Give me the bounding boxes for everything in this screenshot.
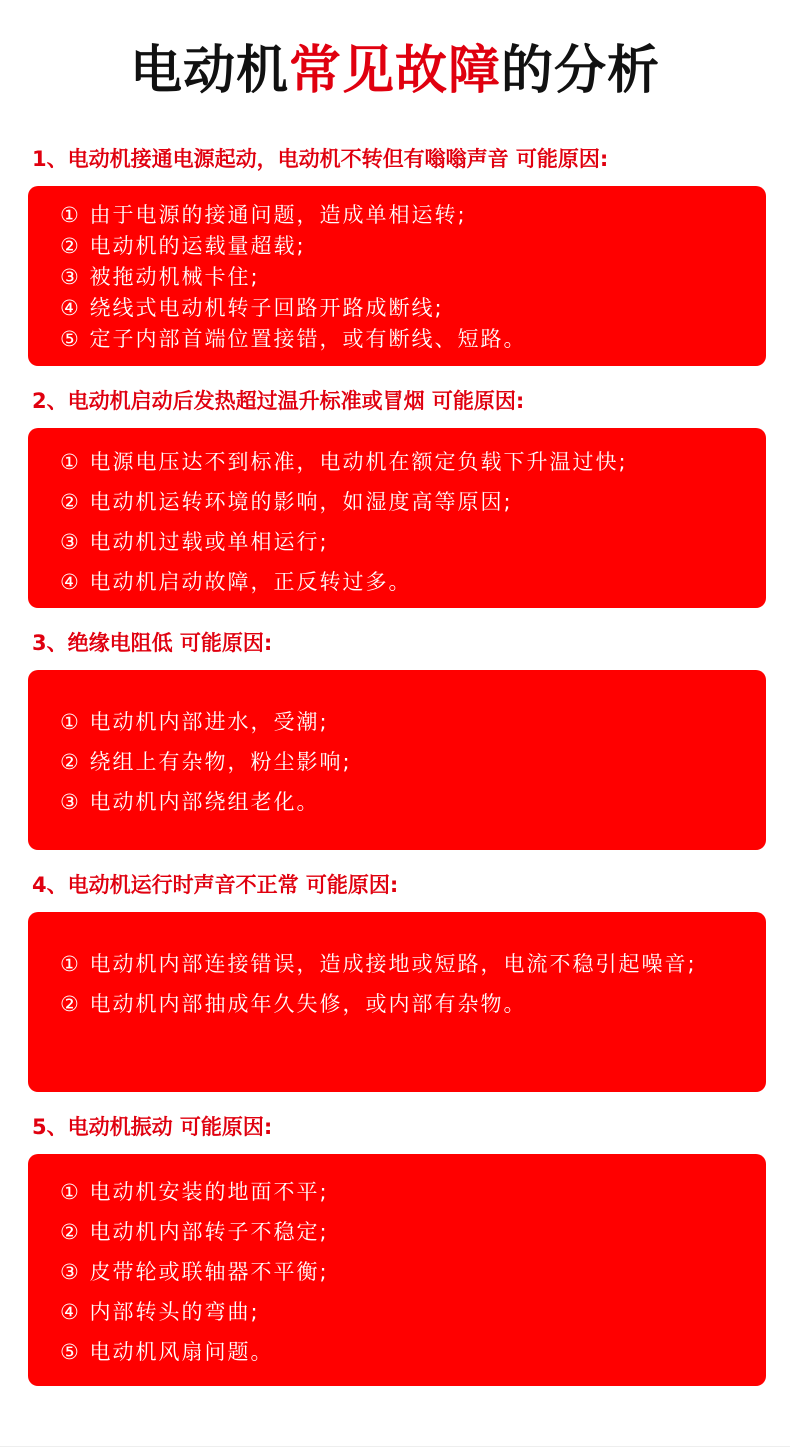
section-heading-5: 5、电动机振动 可能原因:	[32, 1115, 273, 1139]
list-item: ④ 电动机启动故障，正反转过多。	[60, 570, 412, 594]
list-item: ② 绕组上有杂物，粉尘影响;	[60, 750, 352, 774]
list-item: ③ 被拖动机械卡住;	[60, 265, 260, 289]
list-item: ② 电动机内部抽成年久失修，或内部有杂物。	[60, 992, 527, 1016]
list-item: ② 电动机内部转子不稳定;	[60, 1220, 329, 1244]
list-item: ① 电动机内部连接错误，造成接地或短路，电流不稳引起噪音;	[60, 952, 697, 976]
list-item: ② 电动机运转环境的影响，如湿度高等原因;	[60, 490, 513, 514]
list-item: ③ 电动机内部绕组老化。	[60, 790, 320, 814]
section-heading-2: 2、电动机启动后发热超过温升标准或冒烟 可能原因:	[32, 389, 525, 413]
page-title	[0, 36, 790, 106]
section-heading-1: 1、电动机接通电源起动，电动机不转但有嗡嗡声音 可能原因:	[32, 147, 609, 171]
cause-box-1	[28, 186, 766, 366]
list-item: ⑤ 定子内部首端位置接错，或有断线、短路。	[60, 327, 527, 351]
page-title-part-3: 的分析	[501, 41, 661, 101]
cause-box-4	[28, 912, 766, 1092]
cause-box-2	[28, 428, 766, 608]
list-item: ② 电动机的运载量超载;	[60, 234, 306, 258]
cause-box-3	[28, 670, 766, 850]
list-item: ① 电动机安装的地面不平;	[60, 1180, 329, 1204]
list-item: ③ 皮带轮或联轴器不平衡;	[60, 1260, 329, 1284]
section-heading-4: 4、电动机运行时声音不正常 可能原因:	[32, 873, 399, 897]
page-title-highlight: 常见故障	[288, 41, 501, 101]
list-item: ① 电源电压达不到标准，电动机在额定负载下升温过快;	[60, 450, 628, 474]
section-heading-3: 3、绝缘电阻低 可能原因:	[32, 631, 273, 655]
list-item: ③ 电动机过载或单相运行;	[60, 530, 329, 554]
list-item: ① 电动机内部进水，受潮;	[60, 710, 329, 734]
list-item: ① 由于电源的接通问题，造成单相运转;	[60, 203, 467, 227]
bottom-divider	[0, 1446, 790, 1447]
list-item: ⑤ 电动机风扇问题。	[60, 1340, 274, 1364]
page-title-part-1: 电动机	[129, 41, 289, 101]
list-item: ④ 内部转头的弯曲;	[60, 1300, 260, 1324]
cause-box-5	[28, 1154, 766, 1386]
list-item: ④ 绕线式电动机转子回路开路成断线;	[60, 296, 444, 320]
